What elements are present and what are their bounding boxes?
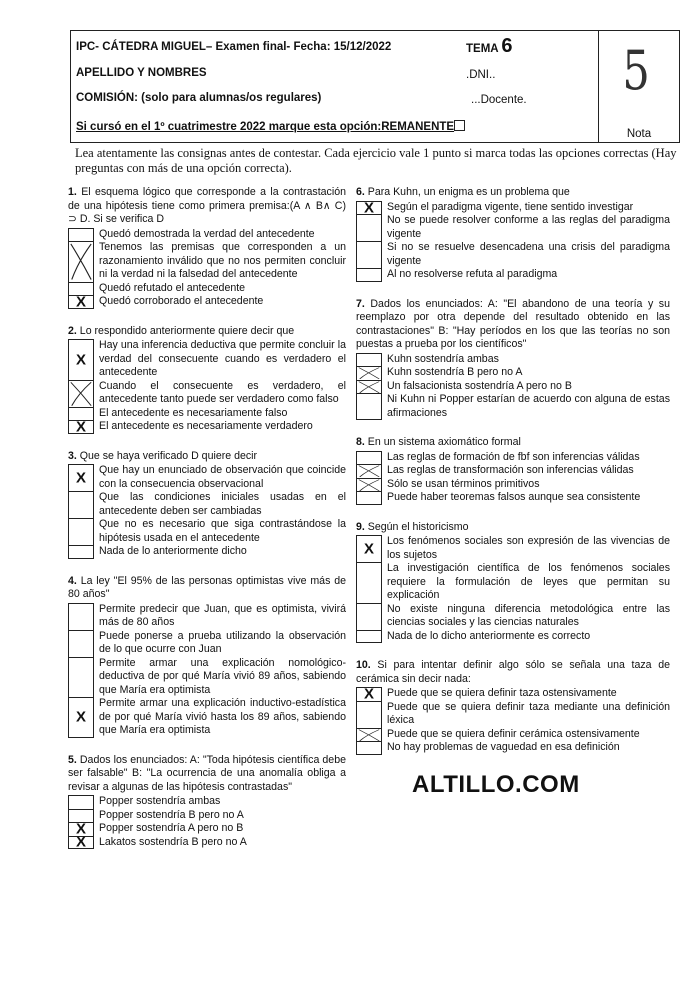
option — [68, 295, 346, 309]
question-4 — [68, 575, 346, 738]
question-title — [68, 186, 346, 227]
option — [68, 464, 346, 491]
option — [356, 201, 670, 215]
option — [356, 562, 670, 603]
option — [356, 491, 670, 505]
option-text: Un falsacionista sostendría A pero no B — [387, 379, 572, 392]
question-text: El esquema lógico que corresponde a la contrastación de una hipótesis tiene como primera premisa:(A ∧ B∧ C) ⊃ D. Si se verifica D — [68, 186, 346, 225]
options — [68, 339, 346, 434]
option — [68, 518, 346, 545]
option — [68, 809, 346, 823]
option — [68, 339, 346, 380]
option-text: Puede haber teoremas falsos aunque sea consistente — [387, 491, 641, 503]
exam-title: IPC- CÁTEDRA MIGUEL– Examen final- Fecha: 15/12/2022 — [76, 41, 392, 53]
tema-number: 6 — [501, 35, 513, 57]
question-text: Para Kuhn, un enigma es un problema que — [367, 186, 570, 198]
question-number: 4. — [68, 574, 77, 587]
option — [356, 741, 670, 755]
option-text: Puede que se quiera definir cerámica ostensivamente — [387, 727, 640, 740]
remanente-checkbox[interactable] — [454, 120, 465, 131]
x-mark: X — [75, 293, 86, 311]
option — [68, 833, 346, 851]
option-checkbox[interactable] — [356, 728, 382, 742]
option — [68, 380, 346, 407]
x-mark: X — [75, 469, 86, 487]
option — [68, 407, 346, 421]
option — [68, 491, 346, 518]
options — [356, 353, 670, 421]
options — [356, 687, 670, 755]
options — [356, 535, 670, 643]
option-checkbox[interactable] — [68, 228, 94, 242]
option — [68, 228, 346, 242]
option-text: Que no es necesario que siga contrastándose la hipótesis usada en el antecedente — [99, 518, 346, 544]
option-checkbox[interactable] — [356, 535, 382, 562]
option — [356, 630, 670, 644]
question-title — [356, 298, 670, 352]
question-number: 8. — [356, 436, 365, 448]
instructions: Lea atentamente las consignas antes de contestar. Cada ejercicio vale 1 punto si marca todas las opciones correctas (Hay preguntas con más de una opción correcta). — [75, 146, 677, 175]
question-8 — [356, 436, 670, 505]
x-mark: X — [75, 418, 86, 436]
option-checkbox[interactable] — [356, 214, 382, 241]
option-checkbox[interactable] — [68, 545, 94, 559]
cross-mark-icon — [69, 242, 93, 282]
cross-mark-icon — [357, 479, 381, 492]
option-text: El antecedente es necesariamente falso — [99, 406, 288, 419]
tema-label: TEMA — [466, 43, 499, 55]
apellido-field[interactable]: APELLIDO Y NOMBRES — [76, 67, 207, 79]
option-text: Lakatos sostendría B pero no A — [99, 835, 247, 848]
right-column — [356, 186, 670, 799]
watermark: ALTILLO.COM — [412, 770, 580, 798]
option — [356, 687, 670, 701]
question-5 — [68, 754, 346, 850]
options — [356, 201, 670, 282]
option — [68, 630, 346, 657]
option-text: No se puede resolver conforme a las reglas del paradigma vigente — [387, 214, 670, 240]
option-text: Nada de lo dicho anteriormente es correcto — [387, 629, 591, 642]
question-title — [356, 521, 670, 535]
option-checkbox[interactable] — [68, 241, 94, 282]
option-text: Ni Kuhn ni Popper estarían de acuerdo con alguna de estas afirmaciones — [387, 393, 670, 419]
question-title — [68, 450, 346, 464]
option-checkbox[interactable] — [356, 687, 382, 701]
option-text: Kuhn sostendría B pero no A — [387, 366, 523, 378]
option-text: Al no resolverse refuta al paradigma — [387, 268, 558, 280]
comision-field[interactable]: COMISIÓN: (solo para alumnas/os regulares) — [76, 92, 322, 104]
option — [356, 603, 670, 630]
question-2 — [68, 325, 346, 434]
x-mark: X — [363, 540, 374, 558]
question-10 — [356, 659, 670, 755]
option-text: Quedó corroborado el antecedente — [99, 295, 264, 307]
option-checkbox[interactable] — [356, 353, 382, 367]
tema — [466, 35, 512, 58]
option — [356, 701, 670, 728]
option-checkbox[interactable] — [356, 464, 382, 478]
option — [356, 241, 670, 268]
option — [356, 214, 670, 241]
option-text: Las reglas de formación de fbf son inferencias válidas — [387, 450, 640, 463]
question-number: 7. — [356, 297, 365, 310]
option-text: Hay una inferencia deductiva que permite concluir la verdad del consecuente cuando es verdadero el antecedente — [99, 339, 346, 378]
option-text: Permite armar una explicación inductivo-estadística de por qué María vivió hasta los 89 años, sabiendo que María era optimista — [99, 697, 346, 736]
remanente-line — [76, 120, 465, 133]
question-number: 5. — [68, 753, 77, 766]
option-checkbox[interactable] — [68, 697, 94, 738]
question-text: Dados los enunciados: A: "El abandono de una teoría y su reemplazo por otra depende del resultado obtenido en las contrastaciones" B: "Hay períodos en los que las teorías no son puestas a prueba por los científicos" — [356, 297, 670, 350]
option — [356, 380, 670, 394]
option-checkbox[interactable] — [356, 451, 382, 465]
question-3 — [68, 450, 346, 559]
question-number: 9. — [356, 520, 365, 533]
cross-mark-icon — [357, 367, 381, 380]
dni-field[interactable]: .DNI.. — [466, 69, 496, 81]
option-checkbox[interactable] — [356, 201, 382, 215]
option-checkbox[interactable] — [68, 380, 94, 407]
option-checkbox[interactable] — [356, 491, 382, 505]
question-number: 2. — [68, 324, 77, 337]
option-text: Nada de lo anteriormente dicho — [99, 545, 247, 557]
option-checkbox[interactable] — [68, 630, 94, 657]
question-text: Según el historicismo — [367, 520, 469, 533]
option — [68, 241, 346, 282]
x-mark: X — [75, 351, 86, 369]
option-checkbox[interactable] — [356, 741, 382, 755]
option-checkbox[interactable] — [68, 491, 94, 518]
option-checkbox[interactable] — [356, 393, 382, 420]
option-checkbox[interactable] — [68, 339, 94, 380]
option-checkbox[interactable] — [68, 518, 94, 545]
option — [356, 366, 670, 380]
option-text: Cuando el consecuente es verdadero, el antecedente tanto puede ser verdadero como falso — [99, 379, 346, 405]
question-7 — [356, 298, 670, 421]
option — [356, 535, 670, 562]
grade: 5 — [622, 39, 650, 102]
option-checkbox[interactable] — [356, 701, 382, 728]
option-checkbox[interactable] — [356, 630, 382, 644]
option-checkbox[interactable] — [68, 795, 94, 809]
question-text: Lo respondido anteriormente quiere decir que — [79, 324, 295, 337]
option — [356, 268, 670, 282]
option — [356, 728, 670, 742]
question-6 — [356, 186, 670, 282]
option-text: Popper sostendría B pero no A — [99, 808, 244, 821]
option-text: Que las condiciones iniciales usadas en el antecedente deben ser cambiadas — [99, 491, 346, 517]
question-title — [68, 325, 346, 339]
option — [356, 464, 670, 478]
question-1 — [68, 186, 346, 309]
question-title — [68, 575, 346, 602]
cross-mark-icon — [357, 381, 381, 394]
docente-field[interactable]: ...Docente. — [471, 94, 527, 106]
option — [68, 822, 346, 836]
x-mark: X — [363, 685, 374, 703]
option-text: Popper sostendría ambas — [99, 795, 221, 807]
option-text: Quedó refutado el antecedente — [99, 281, 246, 294]
option-checkbox[interactable] — [68, 603, 94, 630]
options — [68, 464, 346, 559]
option-text: Según el paradigma vigente, tiene sentido investigar — [387, 200, 634, 213]
option-text: No existe ninguna diferencia metodológica entre las ciencias sociales y las ciencias naturales — [387, 602, 670, 628]
options — [68, 795, 346, 849]
question-number: 6. — [356, 186, 365, 198]
nota-box — [598, 31, 679, 142]
options — [356, 451, 670, 505]
option — [68, 697, 346, 738]
option-text: Las reglas de transformación son inferencias válidas — [387, 464, 634, 476]
option-text: Si no se resuelve desencadena una crisis del paradigma vigente — [387, 241, 670, 267]
cross-mark-icon — [357, 465, 381, 478]
option — [68, 603, 346, 630]
cross-mark-icon — [357, 729, 381, 742]
option-text: Permite armar una explicación nomológico-deductiva de por qué María vivió 89 años, sabiendo que María era optimista — [99, 656, 346, 696]
option-checkbox[interactable] — [68, 295, 94, 309]
option-text: Permite predecir que Juan, que es optimista, vivirá más de 80 años — [99, 602, 346, 628]
question-text: Si para intentar definir algo sólo se señala una taza de cerámica sin decir nada: — [356, 659, 670, 685]
remanente-label: Si cursó en el 1º cuatrimestre 2022 marque esta opción:REMANENTE — [76, 121, 455, 133]
option-text: Tenemos las premisas que corresponden a un razonamiento inválido que no nos permiten concluir ni la verdad ni la falsedad del antecedente — [99, 241, 346, 280]
option-checkbox[interactable] — [68, 657, 94, 698]
option-text: El antecedente es necesariamente verdadero — [99, 420, 313, 432]
option-text: No hay problemas de vaguedad en esa definición — [387, 741, 620, 753]
question-number: 1. — [68, 186, 77, 198]
question-number: 3. — [68, 449, 77, 462]
question-number: 10. — [356, 659, 371, 671]
question-title — [68, 754, 346, 795]
option-text: Sólo se usan términos primitivos — [387, 477, 540, 490]
option-checkbox[interactable] — [68, 464, 94, 491]
option-checkbox[interactable] — [356, 366, 382, 380]
option-checkbox[interactable] — [356, 380, 382, 394]
option-checkbox[interactable] — [68, 420, 94, 434]
option — [68, 420, 346, 434]
option — [356, 393, 670, 420]
option-text: Puede que se quiera definir taza ostensivamente — [387, 687, 617, 699]
option-text: Kuhn sostendría ambas — [387, 352, 499, 365]
options — [68, 603, 346, 738]
options — [68, 228, 346, 309]
question-text: Que se haya verificado D quiere decir — [79, 449, 258, 462]
option-text: Que hay un enunciado de observación que coincide con la consecuencia observacional — [99, 464, 346, 490]
option — [356, 451, 670, 465]
option-checkbox[interactable] — [356, 603, 382, 630]
nota-label: Nota — [626, 128, 652, 140]
option-checkbox[interactable] — [356, 268, 382, 282]
question-title — [356, 436, 670, 450]
x-mark: X — [75, 833, 86, 851]
option — [68, 545, 346, 559]
option-text: Puede ponerse a prueba utilizando la observación de lo que ocurre con Juan — [99, 629, 346, 655]
question-9 — [356, 521, 670, 644]
option-text: Popper sostendría A pero no B — [99, 822, 244, 834]
option — [68, 657, 346, 698]
left-column — [68, 186, 346, 865]
option-checkbox[interactable] — [356, 241, 382, 268]
option-checkbox[interactable] — [356, 562, 382, 603]
question-text: La ley "El 95% de las personas optimistas vive más de 80 años" — [68, 574, 346, 600]
cross-mark-icon — [69, 381, 93, 407]
exam-header — [70, 30, 680, 143]
option-text: La investigación científica de los fenómenos sociales requiere la formulación de leyes que permitan su explicación — [387, 562, 670, 601]
option-text: Los fenómenos sociales son expresión de las vivencias de los sujetos — [387, 535, 670, 561]
question-text: En un sistema axiomático formal — [367, 436, 521, 448]
option-text: Puede que se quiera definir taza mediante una definición léxica — [387, 700, 670, 726]
question-title — [356, 186, 670, 200]
question-text: Dados los enunciados: A: "Toda hipótesis científica debe ser falsable" B: "La ocurrencia de una anomalía obliga a revisar a algunas de las hipótesis contrastadas" — [68, 753, 346, 793]
option — [356, 478, 670, 492]
x-mark: X — [75, 820, 86, 838]
question-title — [356, 659, 670, 686]
option-checkbox[interactable] — [356, 478, 382, 492]
option-checkbox[interactable] — [68, 833, 94, 851]
option-text: Quedó demostrada la verdad del antecedente — [99, 227, 315, 240]
option — [356, 353, 670, 367]
x-mark: X — [363, 199, 374, 217]
option — [68, 795, 346, 809]
option — [68, 282, 346, 296]
x-mark: X — [75, 708, 86, 726]
